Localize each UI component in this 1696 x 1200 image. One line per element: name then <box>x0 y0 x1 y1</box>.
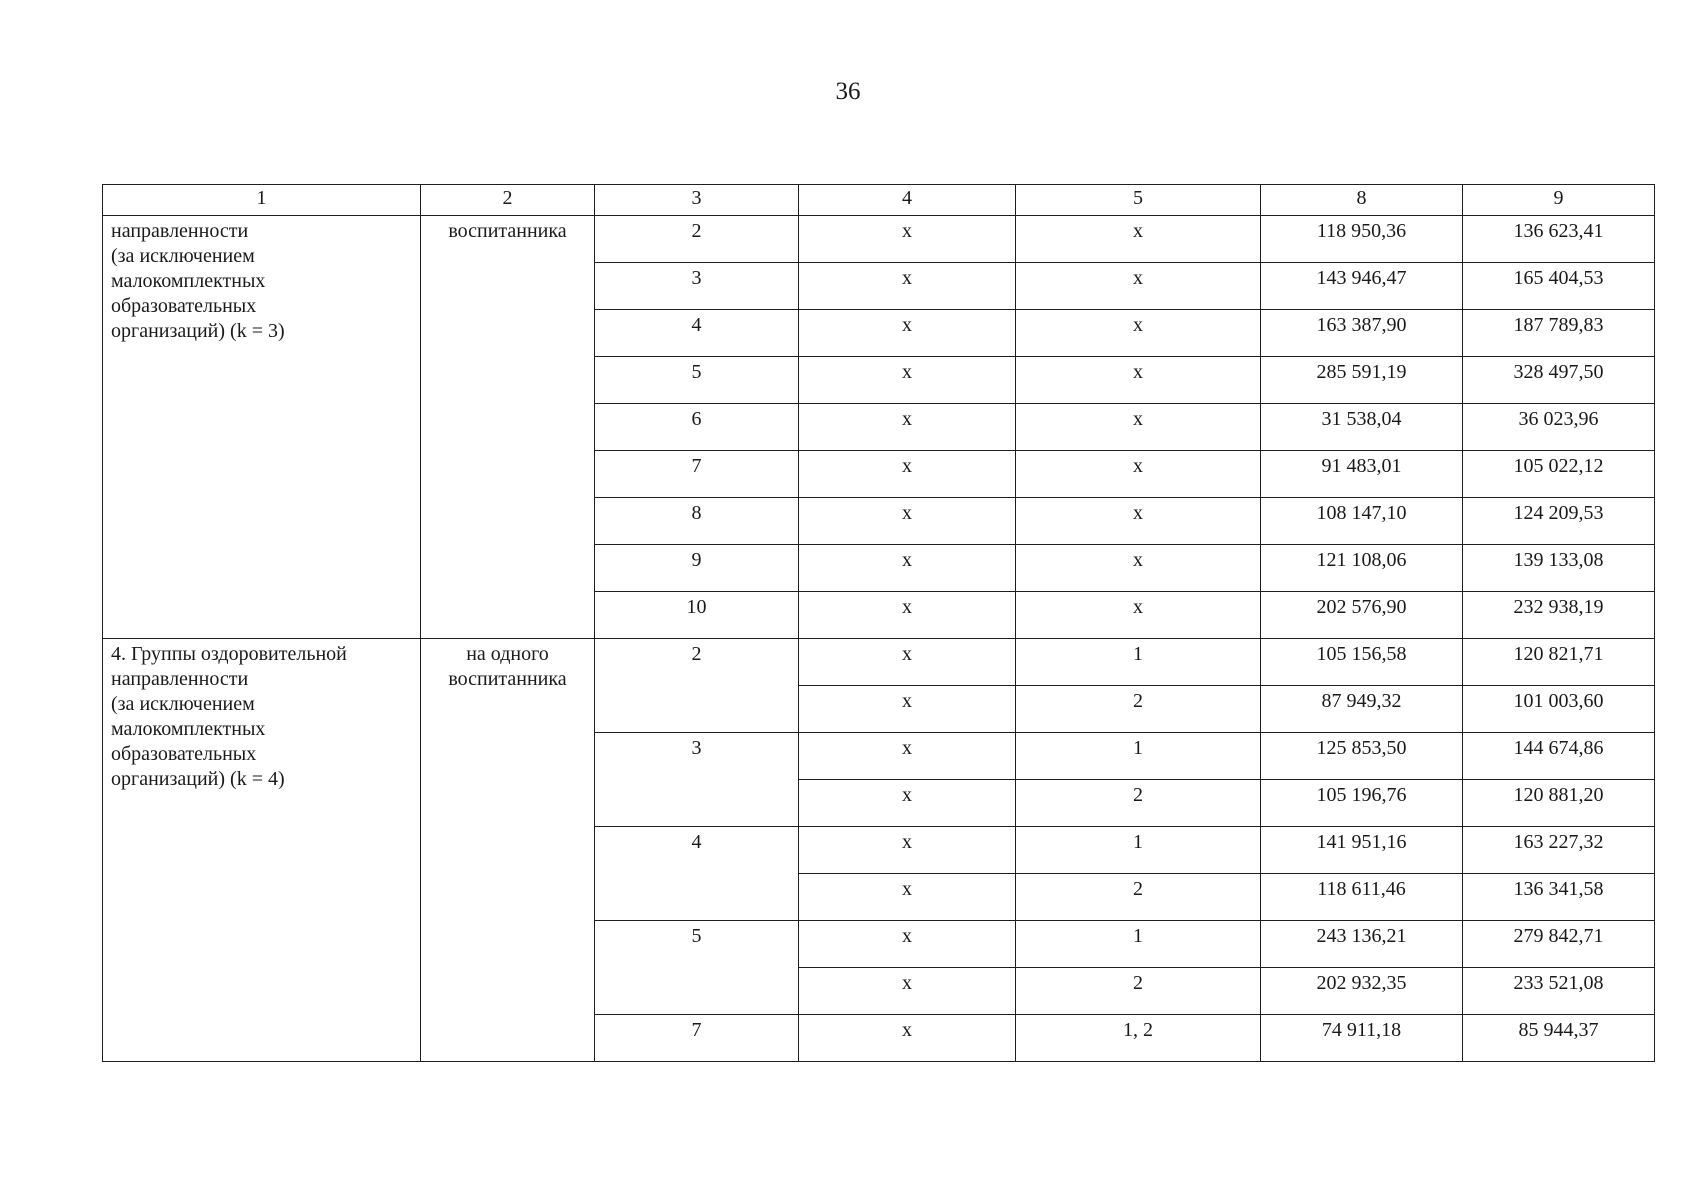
cell: 139 133,08 <box>1463 545 1655 592</box>
table-row <box>103 216 1655 263</box>
cell: x <box>799 639 1016 686</box>
group-description-line: образовательных <box>111 295 257 317</box>
cell: x <box>799 921 1016 968</box>
group-description-line: (за исключением <box>111 693 255 715</box>
cell: 9 <box>595 545 799 592</box>
cell: x <box>799 216 1016 263</box>
cell: 105 022,12 <box>1463 451 1655 498</box>
cell: 91 483,01 <box>1261 451 1463 498</box>
cell: 202 932,35 <box>1261 968 1463 1015</box>
cell: 1 <box>1016 827 1261 874</box>
cell: 2 <box>1016 686 1261 733</box>
cell: x <box>799 968 1016 1015</box>
cell: 4 <box>595 827 799 921</box>
cell: 85 944,37 <box>1463 1015 1655 1062</box>
cell: 10 <box>595 592 799 639</box>
column-header: 5 <box>1016 185 1261 216</box>
cell: x <box>1016 592 1261 639</box>
cell: 2 <box>1016 780 1261 827</box>
cell: x <box>799 874 1016 921</box>
cell: 120 821,71 <box>1463 639 1655 686</box>
cell: x <box>799 592 1016 639</box>
cell: 4 <box>595 310 799 357</box>
cell: 285 591,19 <box>1261 357 1463 404</box>
cell: x <box>1016 357 1261 404</box>
cell: 3 <box>595 263 799 310</box>
cell: 8 <box>595 498 799 545</box>
cell: 1 <box>1016 733 1261 780</box>
cell: x <box>1016 310 1261 357</box>
cell: 187 789,83 <box>1463 310 1655 357</box>
group-description-line: 4. Группы оздоровительной <box>111 643 347 665</box>
cell: x <box>799 357 1016 404</box>
cell: 118 950,36 <box>1261 216 1463 263</box>
cell: 163 227,32 <box>1463 827 1655 874</box>
cell: 144 674,86 <box>1463 733 1655 780</box>
cell: 124 209,53 <box>1463 498 1655 545</box>
cell: 108 147,10 <box>1261 498 1463 545</box>
cell: 141 951,16 <box>1261 827 1463 874</box>
column-header: 3 <box>595 185 799 216</box>
cell: x <box>1016 404 1261 451</box>
cell: 7 <box>595 1015 799 1062</box>
column-header: 8 <box>1261 185 1463 216</box>
unit-cell: воспитанника <box>421 216 595 639</box>
cell: 233 521,08 <box>1463 968 1655 1015</box>
cell: x <box>799 451 1016 498</box>
cell: x <box>799 686 1016 733</box>
column-number-row <box>103 185 1655 216</box>
cell: 118 611,46 <box>1261 874 1463 921</box>
tariff-table <box>102 184 1655 1062</box>
column-header: 4 <box>799 185 1016 216</box>
cell: 1, 2 <box>1016 1015 1261 1062</box>
cell: 5 <box>595 357 799 404</box>
cell: 165 404,53 <box>1463 263 1655 310</box>
group-description-line: малокомплектных <box>111 270 266 292</box>
column-header: 1 <box>103 185 421 216</box>
cell: 328 497,50 <box>1463 357 1655 404</box>
column-header: 2 <box>421 185 595 216</box>
cell: 3 <box>595 733 799 827</box>
cell: x <box>799 827 1016 874</box>
cell: 36 023,96 <box>1463 404 1655 451</box>
cell: 279 842,71 <box>1463 921 1655 968</box>
cell: 136 341,58 <box>1463 874 1655 921</box>
cell: 243 136,21 <box>1261 921 1463 968</box>
cell: x <box>799 498 1016 545</box>
page-number: 36 <box>835 78 861 105</box>
group-description-line: образовательных <box>111 743 257 765</box>
cell: 1 <box>1016 921 1261 968</box>
group-description-line: организаций) (k = 4) <box>111 768 285 790</box>
table-row <box>103 639 1655 686</box>
cell: 2 <box>595 216 799 263</box>
cell: 105 196,76 <box>1261 780 1463 827</box>
cell: 101 003,60 <box>1463 686 1655 733</box>
unit-line: на одного <box>466 643 549 665</box>
group-description-line: направленности <box>111 668 249 690</box>
cell: 136 623,41 <box>1463 216 1655 263</box>
cell: x <box>799 545 1016 592</box>
column-header: 9 <box>1463 185 1655 216</box>
unit-line: воспитанника <box>448 668 567 690</box>
group-description-line: (за исключением <box>111 245 255 267</box>
cell: 74 911,18 <box>1261 1015 1463 1062</box>
cell: 87 949,32 <box>1261 686 1463 733</box>
cell: x <box>799 733 1016 780</box>
group-description-line: организаций) (k = 3) <box>111 320 285 342</box>
cell: 1 <box>1016 639 1261 686</box>
cell: x <box>799 780 1016 827</box>
cell: 2 <box>1016 874 1261 921</box>
cell: x <box>799 263 1016 310</box>
cell: 202 576,90 <box>1261 592 1463 639</box>
cell: x <box>1016 545 1261 592</box>
cell: 163 387,90 <box>1261 310 1463 357</box>
group-description-cell <box>103 216 421 639</box>
cell: x <box>799 310 1016 357</box>
cell: x <box>1016 498 1261 545</box>
unit-cell <box>421 639 595 1062</box>
cell: 6 <box>595 404 799 451</box>
cell: 232 938,19 <box>1463 592 1655 639</box>
cell: 5 <box>595 921 799 1015</box>
cell: x <box>1016 216 1261 263</box>
cell: 120 881,20 <box>1463 780 1655 827</box>
cell: x <box>1016 451 1261 498</box>
cell: 143 946,47 <box>1261 263 1463 310</box>
cell: x <box>1016 263 1261 310</box>
cell: 2 <box>595 639 799 733</box>
cell: 125 853,50 <box>1261 733 1463 780</box>
group-description-line: направленности <box>111 220 249 242</box>
cell: 121 108,06 <box>1261 545 1463 592</box>
cell: 2 <box>1016 968 1261 1015</box>
cell: x <box>799 1015 1016 1062</box>
group-description-cell <box>103 639 421 1062</box>
cell: x <box>799 404 1016 451</box>
cell: 105 156,58 <box>1261 639 1463 686</box>
cell: 31 538,04 <box>1261 404 1463 451</box>
cell: 7 <box>595 451 799 498</box>
group-description-line: малокомплектных <box>111 718 266 740</box>
